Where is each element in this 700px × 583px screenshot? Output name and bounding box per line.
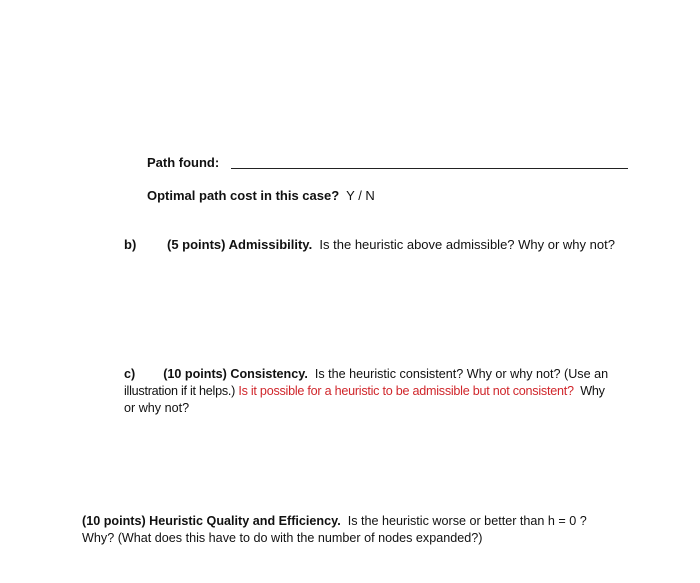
part-c-line-2 [124, 383, 644, 400]
part-c-title: (10 points) Consistency. [163, 367, 308, 381]
part-b-question [167, 237, 615, 252]
part-d-line-1 [82, 513, 642, 530]
part-d-paragraph [82, 513, 642, 547]
part-c-paragraph [124, 366, 644, 417]
part-d-text: Is the heuristic worse or better than h = 0 ? [347, 514, 587, 528]
part-c-red-question: Is it possible for a heuristic to be admissible but not consistent? [238, 384, 574, 398]
part-c-letter: c) [124, 367, 136, 381]
part-d-line-2: Why? (What does this have to do with the number of nodes expanded?) [82, 531, 483, 545]
path-found-answer-line [231, 168, 628, 169]
part-b-text: Is the heuristic above admissible? Why or why not? [319, 237, 615, 252]
part-c-line-3: or why not? [124, 401, 190, 415]
part-b-title: (5 points) Admissibility. [167, 237, 313, 252]
part-b-letter: b) [124, 237, 137, 252]
optimal-question [147, 188, 375, 203]
part-c-text: Is the heuristic consistent? Why or why not? (Use an [314, 367, 609, 381]
part-d-title: (10 points) Heuristic Quality and Efficiency. [82, 514, 341, 528]
part-c-line-1 [124, 366, 644, 383]
path-found-label: Path found: [147, 155, 220, 170]
part-c-line2-start: illustration if it helps.) [124, 384, 236, 398]
part-c-line2-end: Why [580, 384, 605, 398]
optimal-label: Optimal path cost in this case? [147, 188, 340, 203]
optimal-choice: Y / N [346, 188, 375, 203]
